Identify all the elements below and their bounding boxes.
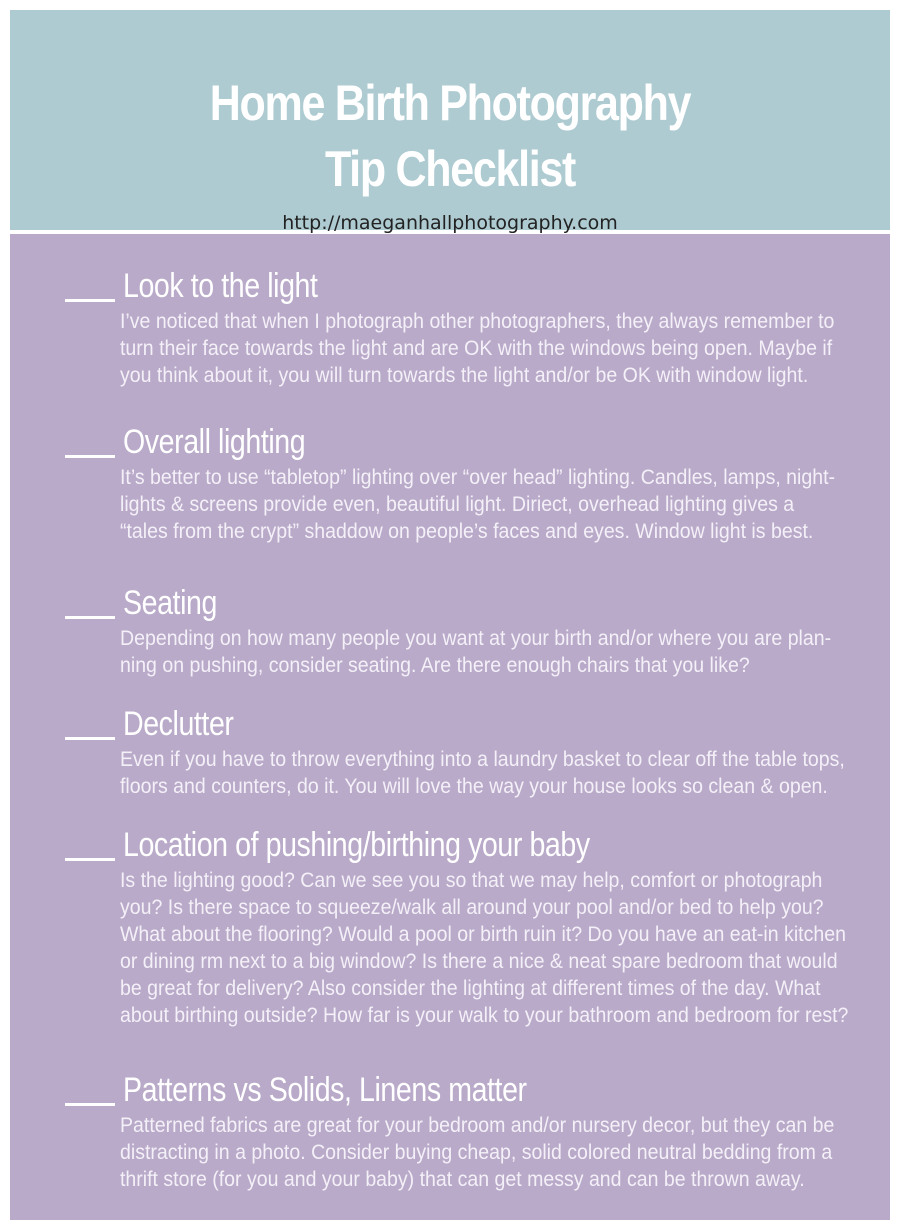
checkbox-blank-line[interactable] — [65, 737, 115, 740]
item-title: Declutter — [123, 705, 234, 743]
item-title: Seating — [123, 584, 217, 622]
checkbox-blank-line[interactable] — [65, 299, 115, 302]
item-description: Even if you have to throw everything into a laundry basket to clear off the table tops, floors and counters, do it. You will love the way your house looks so clean & open. — [120, 748, 845, 798]
checklist-item-declutter — [65, 702, 895, 800]
checklist-item-patterns-vs-solids — [65, 1068, 895, 1193]
item-title: Overall lighting — [123, 423, 306, 461]
checklist-item-overall-lighting — [65, 420, 895, 545]
checklist-item-location-of-pushing — [65, 823, 895, 1029]
item-title: Look to the light — [123, 267, 318, 305]
header-banner — [10, 10, 890, 230]
checkbox-blank-line[interactable] — [65, 616, 115, 619]
item-description: Is the lighting good? Can we see you so that we may help, comfort or photograph you? Is there space to squeeze/walk all around your pool and/or bed to help you? What about the flooring? Would a pool or birth ruin it? Do you have an eat-in kitchen or dining rm next to a big window? Is there a nice & neat spare bedroom that would be great for delivery? Also consider the lighting at different times of the day. What about birthing outside? How far is your walk to your bathroom and bedroom for rest? — [120, 869, 849, 1027]
checklist-item-seating — [65, 581, 895, 679]
checkbox-blank-line[interactable] — [65, 858, 115, 861]
item-description: It’s better to use “tabletop” lighting over “over head” lighting. Candles, lamps, night- lights & screens provide even, beautiful light. Diriect, overhead lighting gives a “tales from the crypt” shaddow on people’s faces and eyes. Window light is best. — [120, 466, 836, 543]
checklist-card — [10, 10, 890, 1220]
checkbox-blank-line[interactable] — [65, 1103, 115, 1106]
item-title: Location of pushing/birthing your baby — [123, 826, 590, 864]
item-description: I’ve noticed that when I photograph other photographers, they always remember to turn their face towards the light and are OK with the windows being open. Maybe if you think about it, you will turn towards the light and/or be OK with window light. — [120, 310, 835, 387]
website-url: http://maeganhallphotography.com — [282, 212, 618, 234]
title-line-1: Home Birth Photography — [209, 75, 691, 131]
item-description: Patterned fabrics are great for your bedroom and/or nursery decor, but they can be distracting in a photo. Consider buying cheap, solid colored neutral bedding from a thrift store (for you and your baby) that can get messy and can be thrown away. — [120, 1114, 835, 1191]
item-description: Depending on how many people you want at your birth and/or where you are plan- ning on pushing, consider seating. Are there enough chairs that you like? — [120, 627, 832, 677]
checklist-item-look-to-the-light — [65, 264, 895, 389]
title-line-2: Tip Checklist — [324, 141, 576, 197]
item-title: Patterns vs Solids, Linens matter — [123, 1071, 527, 1109]
page-title — [72, 70, 829, 202]
checkbox-blank-line[interactable] — [65, 455, 115, 458]
